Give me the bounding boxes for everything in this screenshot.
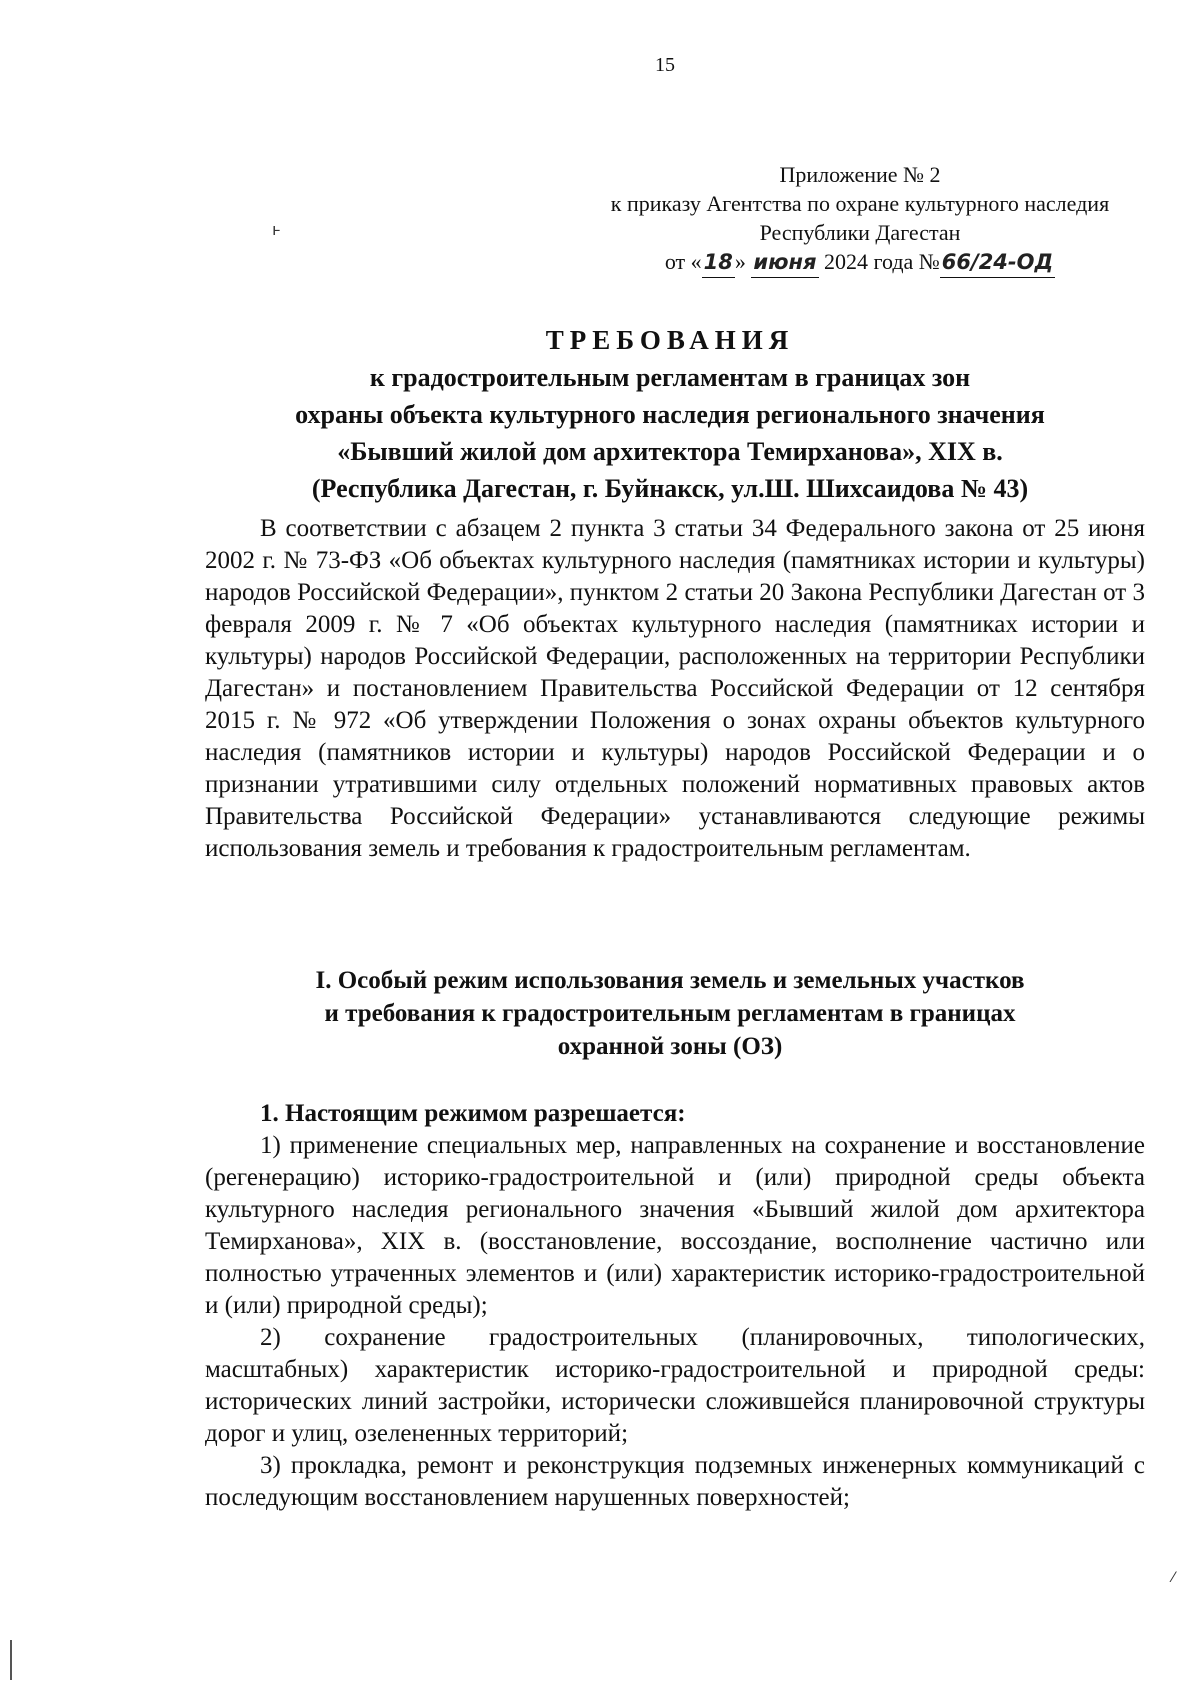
date-prefix: от « <box>664 249 702 274</box>
title-line-2: охраны объекта культурного наследия регионального значения <box>295 400 1045 429</box>
order-number: 66/24-ОД <box>940 248 1055 278</box>
section-heading-line-2: и требования к градостроительным регламентам в границах <box>324 1000 1016 1027</box>
list-item: 3) прокладка, ремонт и реконструкция подземных инженерных коммуникаций с последующим восстановлением нарушенных поверхностей; <box>205 1452 1145 1511</box>
title-main: ТРЕБОВАНИЯ <box>545 325 795 355</box>
appendix-order-ref: к приказу Агентства по охране культурного наследия <box>610 191 1110 216</box>
appendix-title: Приложение № 2 <box>779 162 941 187</box>
title-line-1: к градостроительным регламентам в границах зон <box>369 363 971 392</box>
page-number: 15 <box>655 54 675 76</box>
item-list <box>205 1130 1145 1514</box>
scan-mark: ⁄ <box>1172 1570 1175 1586</box>
date-month: июня <box>751 248 818 278</box>
section-heading <box>180 964 1160 1063</box>
date-separator: » <box>734 249 746 274</box>
list-item: 1) применение специальных мер, направленных на сохранение и восстановление (регенерацию) историко-градостроительной и (или) природной среды объекта культурного наследия регионального значения «Бывший жилой дом архитектора Темирханова», XIX в. (восстановление, воссоздание, восполнение частично или полностью утраченных элементов и (или) характеристик историко-градостроительной и (или) природной среды); <box>205 1132 1145 1319</box>
appendix-date-line <box>560 247 1160 278</box>
title-line-4: (Республика Дагестан, г. Буйнакск, ул.Ш. Шихсаидова № 43) <box>311 474 1029 503</box>
list-item: 2) сохранение градостроительных (планировочных, типологических, масштабных) характеристик историко-градостроительной и природной среды: исторических линий застройки, исторически сложившейся планировочной структуры дорог и улиц, озелененных территорий; <box>205 1324 1145 1447</box>
section-heading-line-1: I. Особый режим использования земель и земельных участков <box>315 967 1025 994</box>
subheading: 1. Настоящим режимом разрешается: <box>260 1100 686 1127</box>
scan-edge-line <box>10 1640 12 1680</box>
date-year: 2024 года № <box>824 249 940 274</box>
title-line-3: «Бывший жилой дом архитектора Темирханова», XIX в. <box>337 437 1003 466</box>
appendix-header <box>560 160 1160 278</box>
date-day: 18 <box>702 248 735 278</box>
appendix-region: Республики Дагестан <box>759 220 961 245</box>
intro-paragraph: В соответствии с абзацем 2 пункта 3 статьи 34 Федерального закона от 25 июня 2002 г. № 73-ФЗ «Об объектах культурного наследия (памятниках истории и культуры) народов Российской Федерации», пунктом 2 статьи 20 Закона Республики Дагестан от 3 февраля 2009 г. № 7 «Об объектах культурного наследия (памятниках истории и культуры) народов Российской Федерации, расположенных на территории Республики Дагестан» и постановлением Правительства Российской Федерации от 12 сентября 2015 г. № 972 «Об утверждении Положения о зонах охраны объектов культурного наследия (памятников истории и культуры) народов Российской Федерации и о признании утратившими силу отдельных положений нормативных правовых актов Правительства Российской Федерации» устанавливаются следующие режимы использования земель и требования к градостроительным регламентам. <box>205 515 1145 862</box>
scan-mark: ⱶ <box>272 220 282 239</box>
section-heading-line-3: охранной зоны (ОЗ) <box>557 1033 783 1060</box>
document-title <box>180 322 1160 507</box>
